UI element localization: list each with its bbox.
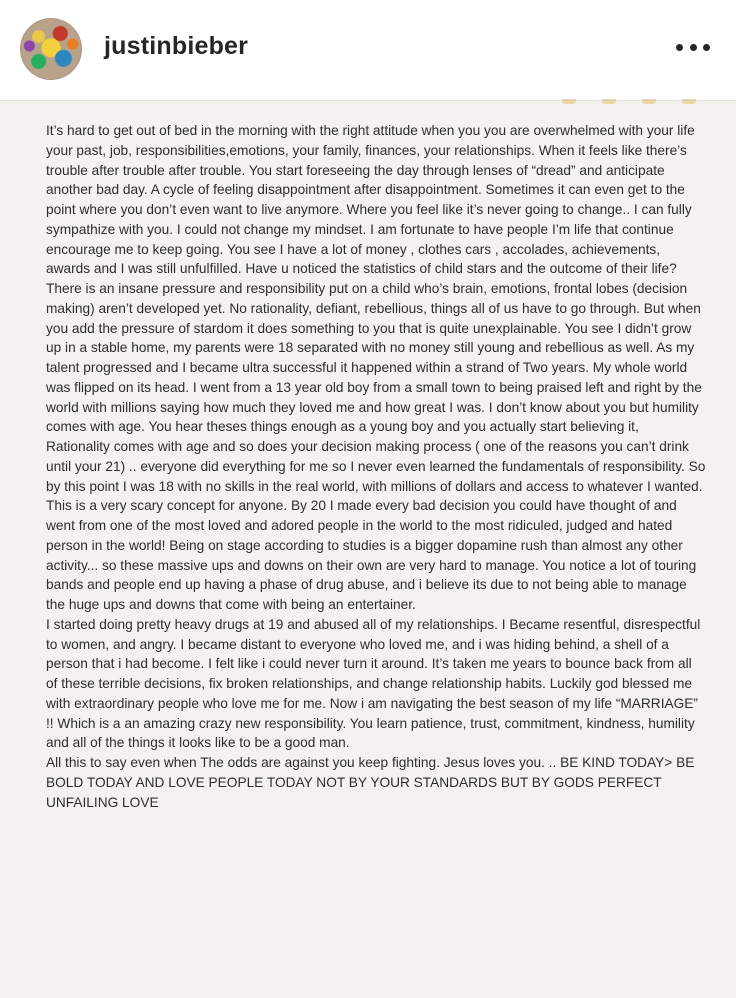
note-text (46, 121, 706, 812)
avatar[interactable] (20, 18, 82, 80)
paragraph-2: I started doing pretty heavy drugs at 19 and abused all of my relationships. I Became resentful, disrespectful to women, and angry. I became distant to everyone who loved me, and i was hiding behind, a shell of a person that i had become. I felt like i could never turn it around. It’s taken me years to bounce back from all of these terrible decisions, fix broken relationships, and change relationship habits. Luckily god blessed me with extraordinary people who love me for me. Now i am navigating the best season of my life “MARRIAGE” !! Which is a an amazing crazy new responsibility. You learn patience, trust, commitment, kindness, humility and all of the things it looks like to be a good man. (46, 616, 701, 751)
post-header (0, 0, 736, 100)
username-link[interactable]: justinbieber (104, 32, 249, 60)
more-dot (690, 44, 697, 51)
more-dot (676, 44, 683, 51)
paragraph-3: All this to say even when The odds are against you keep fighting. Jesus loves you. .. BE KIND TODAY> BE BOLD TODAY AND LOVE PEOPLE TODAY NOT BY YOUR STANDARDS BUT BY GODS PERFECT UNFAILING LOVE (46, 755, 695, 810)
paragraph-1: It’s hard to get out of bed in the morning with the right attitude when you you are overwhelmed with your life your past, job, responsibilities,emotions, your family, finances, your relationships. When it feels like there’s trouble after trouble after trouble. You start foreseeing the day through lenses of “dread” and anticipate another bad day. A cycle of feeling disappointment after disappointment. Sometimes it can even get to the point where you don’t even want to live anymore. Where you feel like it’s never going to change.. I can fully sympathize with you. I could not change my mindset. I am fortunate to have people I’m life that continue encourage me to keep going. You see I have a lot of money , clothes cars , accolades, achievements, awards and I was still unfulfilled. Have u noticed the statistics of child stars and the outcome of their life? There is an insane pressure and responsibility put on a child who’s brain, emotions, frontal lobes (decision making) aren’t developed yet. No rationality, defiant, rebellious, things all of us have to go through. But when you add the pressure of stardom it does something to you that is quite unexplainable. You see I didn’t grow up in a stable home, my parents were 18 separated with no money still young and rebellious as well. As my talent progressed and I became ultra successful it happened within a strand of Two years. My whole world was flipped on its head. I went from a 13 year old boy from a small town to being praised left and right by the world with millions saying how much they loved me and how great I was. I don’t know about you but humility comes with age. You hear theses things enough as a young boy and you actually start believing it, Rationality comes with age and so does your decision making process ( one of the reasons you can’t drink until your 21) .. everyone did everything for me so I never even learned the fundamentals of responsibility. So by this point I was 18 with no skills in the real world, with millions of dollars and access to whatever I wanted. This is a very scary concept for anyone. By 20 I made every bad decision you could have thought of and went from one of the most loved and adored people in the world to the most ridiculed, judged and hated person in the world! Being on stage according to studies is a bigger dopamine rush than almost any other activity... so these massive ups and downs on their own are very hard to manage. You notice a lot of touring bands and people end up having a phase of drug abuse, and i believe its due to not being able to manage the huge ups and downs that come with being an entertainer. (46, 123, 706, 612)
more-options-icon[interactable] (676, 34, 710, 60)
more-dot (703, 44, 710, 51)
post-image[interactable] (0, 100, 736, 998)
cropped-toolbar-strip (562, 99, 696, 105)
